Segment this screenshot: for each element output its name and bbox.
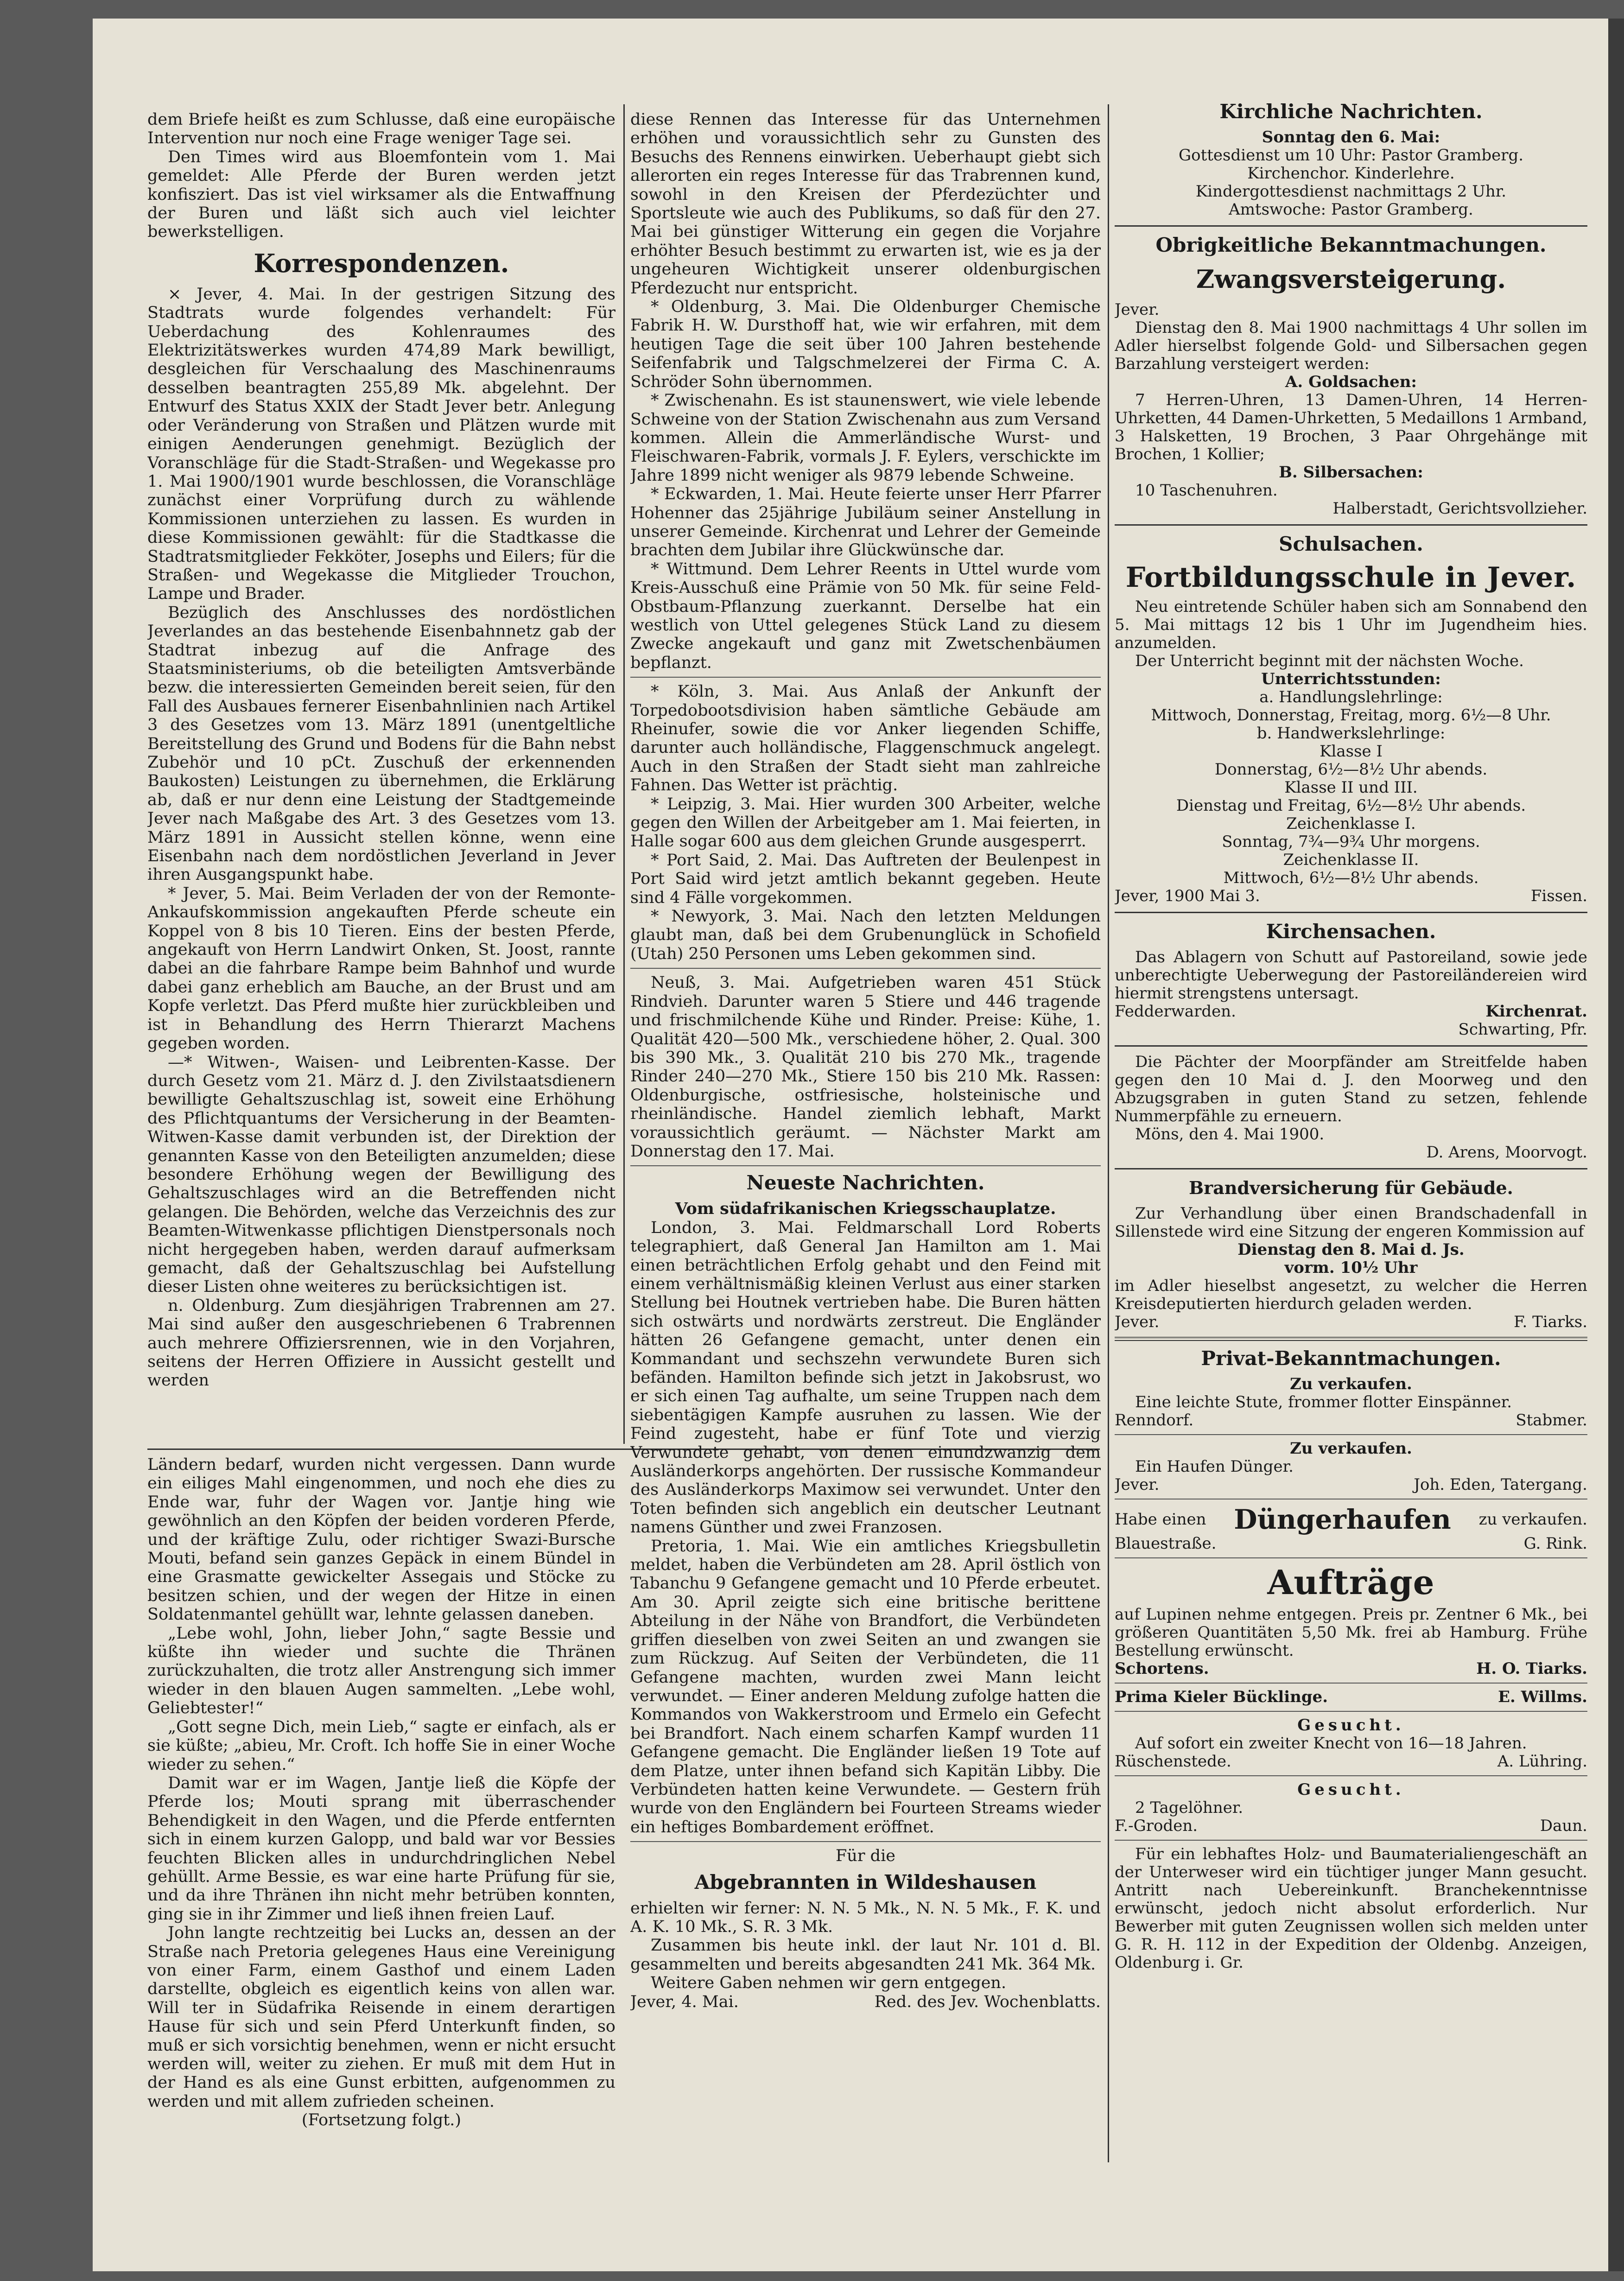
- service-line: Kindergottesdienst nachmittags 2 Uhr.: [1195, 182, 1507, 201]
- heading-schulsachen: Schulsachen.: [1279, 533, 1423, 555]
- subheading-kriegsschauplatz: Vom südafrikanischen Kriegsschauplatze.: [675, 1199, 1056, 1219]
- section-heading-neueste: Neueste Nachrichten.: [746, 1171, 985, 1195]
- signature-name: Stabmer.: [1516, 1411, 1587, 1430]
- heading-fortbildungsschule: Fortbildungsschule in Jever.: [1125, 561, 1577, 594]
- signature-place: Jever.: [1115, 1475, 1160, 1494]
- notice-text: Dienstag den 8. Mai 1900 nachmittags 4 Uhr sollen im Adler hierselbst folgende Gold- und Silbersachen gegen Barzahlung versteigert werden:: [1115, 318, 1587, 373]
- signature-name: Fissen.: [1530, 887, 1587, 905]
- signature-place: Rüschenstede.: [1115, 1752, 1231, 1771]
- divider: [1115, 1045, 1587, 1047]
- news-item: * Jever, 5. Mai. Beim Verladen der von der Remonte-Ankaufskommission angekauften Pferde scheute ein Koppel von 8 bis 10 Tieren. Eins der besten Pferde, angekauft von Herrn Landwirt Onken, St. Joost, rannte dabei an die fahrbare Rampe beim Bahnhof und wurde dabei ganz erheblich am Bauche, an der Brust und am Kopfe verletzt. Das Pferd mußte hier zurückbleiben und ist in Behandlung des Herrn Thierarzt Machens gegeben worden.: [147, 884, 615, 1053]
- lesson-line: Zeichenklasse II.: [1283, 851, 1419, 869]
- news-item: * Zwischenahn. Es ist staunenswert, wie viele lebende Schweine von der Station Zwischenahn aus zum Versand kommen. Allein die Ammerländische Wurst- und Fleischwaren-Fabrik, vormals J. F. Eylers, verschickte im Jahre 1899 nicht weniger als 9879 lebende Schweine.: [630, 391, 1101, 485]
- news-item: diese Rennen das Interesse für das Unternehmen erhöhen und voraussichtlich sehr zu Gunsten des Besuchs des Rennens einwirken. Ueberhaupt giebt sich allerorten ein reges Interesse für das Trabrennen kund, sowohl in den Kreisen der Pferdezüchter und Sportsleute wie auch des Publikums, so daß für den 27. Mai bei günstiger Witterung ein gegen die Vorjahre erhöhter Besuch bestimmt zu erwarten ist, wie es ja der ungeheuren Wichtigkeit unserer oldenburgischen Pferdezucht nur entspricht.: [630, 110, 1101, 298]
- ad-text: Prima Kieler Bücklinge.: [1115, 1688, 1328, 1706]
- signature-place: Fedderwarden.: [1115, 1002, 1236, 1021]
- signature-line: [1115, 1817, 1587, 1835]
- continuation-note: (Fortsetzung folgt.): [301, 2111, 462, 2130]
- news-item: Pretoria, 1. Mai. Wie ein amtliches Kriegsbulletin meldet, haben die Verbündeten am 28. April östlich von Tabanchu 9 Gefangene gemacht und 10 Pferde erbeutet. Am 30. April zeigte sich eine britische berittene Abteilung in der Nähe von Brandfort, die Verbündeten griffen dieselben von zwei Seiten an und zwangen sie zum Rückzug. Auf Seiten der Verbündeten, die 11 Gefangene machten, wurden zwei Mann leicht verwundet. — Einer anderen Meldung zufolge hatten die Kommandos von Wakkerstroom und Ermelo ein Gefecht bei Brandfort. Nach einem scharfen Kampf wurden 11 Gefangene gemacht. Die Engländer ließen 19 Tote auf dem Platze, unter ihnen befand sich Kapitän Libby. Die Verbündeten hatten keine Verwundete. — Gestern früh wurde von den Engländern bei Fourteen Streams wieder ein heftiges Bombardement eröffnet.: [630, 1537, 1101, 1836]
- ad-text: 2 Tagelöhner.: [1135, 1798, 1243, 1817]
- meeting-time: vorm. 10½ Uhr: [1284, 1258, 1418, 1277]
- lesson-line: a. Handlungslehrlinge:: [1259, 688, 1443, 706]
- lesson-line: b. Handwerkslehrlinge:: [1256, 724, 1446, 743]
- news-item: * Newyork, 3. Mai. Nach den letzten Meldungen glaubt man, daß bei dem Grubenunglück in Schofield (Utah) 250 Personen ums Leben gekommen sind.: [630, 907, 1101, 963]
- ad-text: Eine leichte Stute, frommer flotter Einspänner.: [1135, 1393, 1512, 1411]
- signature-place-date: Jever, 4. Mai.: [630, 1992, 739, 2011]
- gold-heading: A. Goldsachen:: [1285, 373, 1417, 391]
- news-item: —* Witwen-, Waisen- und Leibrenten-Kasse. Der durch Gesetz vom 21. März d. J. den Zivilstaatsdienern bewilligte Gehaltszuschlag ist, soweit eine Erhöhung des Pflichtquantums der Versicherung in der Beamten-Witwen-Kasse damit verbunden ist, der Direktion der genannten Kasse von den Beteiligten anzumelden; diese besondere Erhöhung wegen der Bewilligung des Gehaltszuschlages wird an die Betreffenden nicht gelangen. Die Behörden, welche das Verzeichnis des zur Beamten-Witwenkasse pflichtigen Dienstpersonals noch nicht hergegeben haben, werden darauf aufmerksam gemacht, daß der Gehaltszuschlag bei Aufstellung dieser Listen ohne weiteres zu berücksichtigen ist.: [147, 1053, 615, 1296]
- ad-heading: Gesucht.: [1297, 1716, 1405, 1735]
- donation-total: Zusammen bis heute inkl. der laut Nr. 101 d. Bl. gesammelten und bereits abgesandten 241 Mk. 364 Mk.: [630, 1936, 1101, 1974]
- signature-line: [1115, 1660, 1587, 1678]
- signature-place: Blauestraße.: [1115, 1534, 1217, 1553]
- story-paragraph: John langte rechtzeitig bei Lucks an, dessen an der Straße nach Pretoria gelegenes Haus eine Vereinigung von einer Farm, einem Gasthof und einem Laden darstellte, obgleich es eigentlich keins von allen war. Will ter in Südafrika Reisende in einem derartigen Hause für sich und sein Pferd Unterkunft finden, so muß er sich vorsichtig benehmen, wenn er nicht ersucht werden will, weiter zu ziehen. Er muß mit dem Hut in der Hand es als eine Gunst erbitten, aufgenommen zu werden und mit allem zufrieden scheinen.: [147, 1924, 615, 2111]
- signature-name: H. O. Tiarks.: [1476, 1659, 1587, 1678]
- meeting-date: Dienstag den 8. Mai d. Js.: [1237, 1240, 1465, 1259]
- ad-headline-auftraege: Aufträge: [1267, 1563, 1435, 1602]
- market-report: Neuß, 3. Mai. Aufgetrieben waren 451 Stück Rindvieh. Darunter waren 5 Stiere und 446 tragende und frischmilchende Kühe und Rinder. Preise: Kühe, 1. Qualität 420—500 Mk., verschiedene höher, 2. Qual. 300 bis 390 Mk., 3. Qualität 210 bis 270 Mk., tragende Rinder 240—270 Mk., Stiere 150 bis 210 Mk. Rassen: Oldenburgische, ostfriesische, holsteinische und rheinländische. Handel ziemlich lebhaft, Markt voraussichtlich geräumt. — Nächster Markt am Donnerstag den 17. Mai.: [630, 973, 1101, 1161]
- news-item: * Wittmund. Dem Lehrer Reents in Uttel wurde vom Kreis-Ausschuß eine Prämie von 50 Mk. für seine Feld-Obstbaum-Pflanzung zuerkannt. Derselbe hat ein westlich von Uttel gelegenes Stück Land zu diesem Zwecke angekauft und ganz mit Zwetschenbäumen bepflanzt.: [630, 559, 1101, 672]
- signature-body: Kirchenrat.: [1485, 1002, 1587, 1021]
- news-item: n. Oldenburg. Zum diesjährigen Trabrennen am 27. Mai sind außer den ausgeschriebenen 6 Trabrennen auch mehrere Offiziersrennen, wie in den Vorjahren, seitens der Herren Offiziere in Aussicht gestellt und werden: [147, 1296, 615, 1390]
- signature-line: [1115, 1313, 1587, 1331]
- ad-text: Auf sofort ein zweiter Knecht von 16—18 Jahren.: [1135, 1734, 1527, 1753]
- heading-brandversicherung: Brandversicherung für Gebäude.: [1189, 1177, 1513, 1198]
- feuilleton-story: [147, 1455, 615, 2220]
- ad-heading: Gesucht.: [1297, 1780, 1405, 1799]
- divider: [1115, 524, 1587, 526]
- divider: [1115, 1840, 1587, 1841]
- news-item: Bezüglich des Anschlusses des nordöstlichen Jeverlandes an das bestehende Eisenbahnnetz gab der Stadtrat inbezug auf die Anfrage des Staatsministeriums, ob die beteiligten Amtsverbände bezw. die interessierten Gemeinden bereit seien, für den Fall des Ausbaues fernerer Eisenbahnlinien nach Artikel 3 des Gesetzes vom 13. März 1891 (unentgeltliche Bereitstellung des Grund und Bodens für die Bahn nebst Zubehör und 10 pCt. Zuschuß der erkennenden Baukosten) Leistungen zu übernehmen, die Erklärung ab, daß er nur denn eine Leistung der Stadtgemeinde Jever nach Maßgabe des Art. 3 des Gesetzes vom 13. März 1891 in Aussicht stellen könne, wenn eine Eisenbahn nach dem nordöstlichen Jeverland in Jever ihren Ausgangspunkt habe.: [147, 603, 615, 884]
- donation-note: Weitere Gaben nehmen wir gern entgegen.: [651, 1974, 1007, 1993]
- signature-name: D. Arens, Moorvogt.: [1426, 1143, 1587, 1162]
- signature-place: Renndorf.: [1115, 1411, 1194, 1430]
- gold-list: 7 Herren-Uhren, 13 Damen-Uhren, 14 Herren-Uhrketten, 44 Damen-Uhrketten, 5 Medaillons 1 Armband, 3 Halsketten, 19 Brochen, 3 Paar Ohrgehänge mit Brochen, 1 Kollier;: [1115, 391, 1587, 464]
- signature-line: [630, 1993, 1101, 2011]
- notice-text: Das Ablagern von Schutt auf Pastoreiland, sowie jede unberechtigte Ueberwegung der Pastoreiländereien wird hiermit strengstens untersagt.: [1115, 948, 1587, 1003]
- divider: [630, 1841, 1101, 1842]
- notice-date: Möns, den 4. Mai 1900.: [1135, 1125, 1325, 1144]
- lesson-line: Sonntag, 7¾—9¾ Uhr morgens.: [1222, 832, 1480, 851]
- story-paragraph: Damit war er im Wagen, Jantje ließ die Köpfe der Pferde los; Mouti sprang mit überraschender Behendigkeit in den Wagen, und die Pferde entfernten sich in einem kurzen Galopp, und bald war vor Bessies feuchten Blicken alles in undurchdringlichen Nebel gehüllt. Arme Bessie, es war eine harte Prüfung für sie, und da ihre Thränen ihn nicht mehr betrüben konnten, ging sie in ihr Zimmer und ließ ihnen freien Lauf.: [147, 1773, 615, 1924]
- signature-name: G. Rink.: [1523, 1534, 1587, 1553]
- ad-text: auf Lupinen nehme entgegen. Preis pr. Zentner 6 Mk., bei größeren Quantitäten 5,50 Mk. frei ab Hamburg. Frühe Bestellung erwünscht.: [1115, 1605, 1587, 1660]
- service-line: Gottesdienst um 10 Uhr: Pastor Gramberg.: [1178, 146, 1524, 165]
- news-item: * Leipzig, 3. Mai. Hier wurden 300 Arbeiter, welche gegen den Willen der Arbeitgeber am 1. Mai feierten, in Halle sogar 600 aus dem gleichen Grunde ausgesperrt.: [630, 794, 1101, 851]
- ad-heading: Zu verkaufen.: [1290, 1375, 1412, 1393]
- signature-place: Schortens.: [1115, 1659, 1209, 1678]
- divider: [1115, 1683, 1587, 1684]
- signature-place: Jever.: [1115, 1313, 1160, 1331]
- signature-editor: Red. des Jev. Wochenblatts.: [874, 1992, 1101, 2011]
- news-item: London, 3. Mai. Feldmarschall Lord Roberts telegraphiert, daß General Jan Hamilton am 1. Mai einen beträchtlichen Erfolg gehabt und den Feind mit einem verhältnismäßig kleinen Verlust aus einer starken Stellung bei Houtnek vertrieben habe. Die Buren hätten sich ostwärts und nordwärts zerstreut. Die Engländer hätten 26 Gefangene gemacht, unter denen ein Kommandant und sechszehn verwundete Buren sich befänden. Hamilton befinde sich jetzt in Jakobsrust, wo er sich einen Tag aufhalte, um seine Truppen nach dem siebentägigen Kampfe ausruhen zu lassen. Wie der Feind zugesteht, habe er fünf Tote und vierzig Verwundete gehabt, von denen einundzwanzig dem Ausländerkorps angehörten. Der russische Kommandeur des Ausländerkorps Maximow sei verwundet. Unter den Toten befinden sich angeblich ein deutscher Leutnant namens Günther und zwei Franzosen.: [630, 1218, 1101, 1537]
- notice-signature: Halberstadt, Gerichtsvollzieher.: [1332, 499, 1587, 518]
- notice-text: Die Pächter der Moorpfänder am Streitfelde haben gegen den 10 Mai d. J. den Moorweg und den Abzugsgraben in guten Stand zu setzen, fehlende Nummerpfähle zu erneuern.: [1115, 1053, 1587, 1125]
- notice-place: Jever.: [1115, 300, 1160, 319]
- news-item: ⨯ Jever, 4. Mai. In der gestrigen Sitzung des Stadtrats wurde folgendes verhandelt: Für Ueberdachung des Kohlenraumes des Elektrizitätswerkes wurden 474,89 Mark bewilligt, desgleichen für Verschaalung des Maschinenraums desselben beantragten 255,89 Mk. abgelehnt. Der Entwurf des Status XXIX der Stadt Jever betr. Anlegung oder Veränderung von Straßen und Plätzen wurde mit einigen Aenderungen genehmigt. Bezüglich der Voranschläge für die Stadt-Straßen- und Wegekasse pro 1. Mai 1900/1901 wurde beschlossen, die Voranschläge zunächst einer Vorprüfung durch zu wählende Kommissionen unterziehen zu lassen. Es wurden in diese Kommissionen gewählt: für die Stadtkasse die Stadtratsmitglieder Fekköter, Josephs und Eilers; für die Straßen- und Wegekasse die Mitglieder Trouchon, Lampe und Brader.: [147, 285, 615, 604]
- ad-text: zu verkaufen.: [1478, 1510, 1587, 1529]
- ad-duengerhaufen: [1115, 1504, 1587, 1535]
- heading-zwangsversteigerung: Zwangsversteigerung.: [1196, 264, 1506, 294]
- fuer-die-label: Für die: [836, 1847, 895, 1866]
- section-heading-korrespondenzen: Korrespondenzen.: [254, 248, 509, 278]
- divider: [1115, 1711, 1587, 1712]
- ad-text: Ein Haufen Dünger.: [1135, 1457, 1294, 1476]
- ad-text: Für ein lebhaftes Holz- und Baumaterialiengeschäft an der Unterweser wird ein tüchtiger junger Mann gesucht. Antritt nach Uebereinkunft. Branchekenntnisse erwünscht, jedoch nicht absolut erforderlich. Nur Bewerber mit guten Zeugnissen wollen sich melden unter G. R. H. 112 in der Expedition der Oldenbg. Anzeigen, Oldenburg i. Gr.: [1115, 1845, 1587, 1972]
- signature-name: F. Tiarks.: [1514, 1313, 1587, 1331]
- divider: [630, 968, 1101, 969]
- signature-line: [1115, 1003, 1587, 1021]
- signature-name: E. Willms.: [1498, 1688, 1587, 1706]
- divider: [1115, 1557, 1587, 1558]
- signature-line: [1115, 1753, 1587, 1771]
- signature-name: Schwarting, Pfr.: [1458, 1020, 1587, 1039]
- divider: [1115, 1168, 1587, 1169]
- divider: [1115, 1434, 1587, 1435]
- lesson-line: Klasse I: [1320, 742, 1383, 761]
- divider: [1115, 1775, 1587, 1776]
- signature-name: A. Lühring.: [1497, 1752, 1587, 1771]
- signature-place: F.-Groden.: [1115, 1817, 1198, 1835]
- divider: [630, 677, 1101, 678]
- heading-abgebrannten: Abgebrannten in Wildeshausen: [694, 1870, 1037, 1893]
- heading-kirchliche-nachrichten: Kirchliche Nachrichten.: [1219, 100, 1483, 123]
- notice-text: Zur Verhandlung über einen Brandschadenfall in Sillenstede wird eine Sitzung der engeren Kommission auf: [1115, 1204, 1587, 1241]
- column-rule: [623, 104, 625, 1444]
- lesson-line: Mittwoch, 6½—8½ Uhr abends.: [1223, 869, 1479, 887]
- divider: [1115, 912, 1587, 913]
- article-paragraph: Den Times wird aus Bloemfontein vom 1. Mai gemeldet: Alle Pferde der Buren werden jetzt konfisziert. Das ist viel wirksamer als die Entwaffnung der Buren und läßt sich auch viel leichter bewerkstelligen.: [147, 147, 615, 241]
- ad-text: Habe einen: [1115, 1510, 1206, 1529]
- heading-privat-bekanntmachungen: Privat-Bekanntmachungen.: [1201, 1347, 1501, 1370]
- service-line: Amtswoche: Pastor Gramberg.: [1229, 200, 1473, 219]
- news-item: * Port Said, 2. Mai. Das Auftreten der Beulenpest in Port Said wird jetzt amtlich bekannt gegeben. Heute sind 4 Fälle vorgekommen.: [630, 851, 1101, 907]
- ad-kieler-buecklinge: [1115, 1688, 1587, 1706]
- lesson-heading: Unterrichtsstunden:: [1261, 670, 1441, 688]
- news-item: * Oldenburg, 3. Mai. Die Oldenburger Chemische Fabrik H. W. Dursthoff hat, wie wir erfahren, mit dem heutigen Tage die seit über 100 Jahren bestehende Seifenfabrik und Talgschmelzerei der Firma C. A. Schröder Sohn übernommen.: [630, 298, 1101, 391]
- lesson-line: Mittwoch, Donnerstag, Freitag, morg. 6½—8 Uhr.: [1151, 706, 1551, 724]
- heading-kirchensachen: Kirchensachen.: [1266, 920, 1436, 943]
- divider: [1115, 225, 1587, 227]
- notice-text: im Adler hieselbst angesetzt, zu welcher die Herren Kreisdeputierten hierdurch geladen werden.: [1115, 1277, 1587, 1313]
- signature-date: Jever, 1900 Mai 3.: [1115, 887, 1260, 905]
- divider: [630, 1165, 1101, 1166]
- signature-name: Daun.: [1540, 1817, 1587, 1835]
- donation-list: erhielten wir ferner: N. N. 5 Mk., N. N. 5 Mk., F. K. und A. K. 10 Mk., S. R. 3 Mk.: [630, 1899, 1101, 1936]
- lesson-line: Zeichenklasse I.: [1286, 814, 1416, 833]
- lesson-line: Klasse II und III.: [1284, 778, 1418, 797]
- signature-line: [1115, 887, 1587, 905]
- sunday-date: Sonntag den 6. Mai:: [1262, 128, 1440, 146]
- column-2: [630, 110, 1101, 2224]
- story-paragraph: Ländern bedarf, wurden nicht vergessen. Dann wurde ein eiliges Mahl eingenommen, und noch ehe dies zu Ende war, fuhr der Wagen vor. Jantje hing wie gewöhnlich an den Köpfen der beiden vorderen Pferde, und der kräftige Zulu, oder richtiger Swazi-Bursche Mouti, befand sein ganzes Gepäck in einem Bündel in eine Grasmatte gewickelter Assegais und Stöcke zu besitzen schien, und der wegen der Hitze in einen Soldatenmantel gehüllt war, lehnte gelassen daneben.: [147, 1455, 615, 1624]
- news-item: * Eckwarden, 1. Mai. Heute feierte unser Herr Pfarrer Hohenner das 25jährige Jubiläum seiner Anstellung in unserer Gemeinde. Kirchenrat und Lehrer der Gemeinde brachten dem Jubilar ihre Glückwünsche dar.: [630, 485, 1101, 560]
- column-1: [147, 110, 615, 1445]
- silver-heading: B. Silbersachen:: [1279, 463, 1423, 482]
- page-edge: [1608, 19, 1624, 2271]
- story-paragraph: „Lebe wohl, John, lieber John,“ sagte Bessie und küßte ihn wieder und suchte die Thränen zurückzuhalten, die trotz aller Anstrengung sich immer wieder in den blauen Augen sammelten. „Lebe wohl, Geliebtester!“: [147, 1624, 615, 1718]
- news-item: * Köln, 3. Mai. Aus Anlaß der Ankunft der Torpedobootsdivision haben sämtliche Gebäude am Rheinufer, sowie die vor Anker liegenden Schiffe, darunter auch holländische, Flaggenschmuck angelegt. Auch in den Straßen der Stadt sieht man zahlreiche Fahnen. Das Wetter ist prächtig.: [630, 682, 1101, 795]
- ad-headline: Düngerhaufen: [1234, 1504, 1451, 1535]
- article-paragraph: dem Briefe heißt es zum Schlusse, daß eine europäische Intervention nur noch eine Frage weniger Tage sei.: [147, 110, 615, 148]
- notice-text: Der Unterricht beginnt mit der nächsten Woche.: [1135, 652, 1524, 670]
- column-3-notices: [1115, 95, 1587, 2227]
- signature-name: Joh. Eden, Tatergang.: [1414, 1475, 1587, 1494]
- column-rule: [1108, 104, 1109, 2162]
- lesson-line: Donnerstag, 6½—8½ Uhr abends.: [1214, 760, 1488, 779]
- service-line: Kirchenchor. Kinderlehre.: [1247, 164, 1455, 183]
- signature-line: [1115, 1535, 1587, 1553]
- ad-heading: Zu verkaufen.: [1290, 1439, 1412, 1458]
- signature-line: [1115, 1411, 1587, 1430]
- lesson-line: Dienstag und Freitag, 6½—8½ Uhr abends.: [1176, 796, 1526, 815]
- story-paragraph: „Gott segne Dich, mein Lieb,“ sagte er einfach, als er sie küßte; „abieu, Mr. Croft. Ich hoffe Sie in einer Woche wieder zu sehen.“: [147, 1717, 615, 1774]
- divider: [1115, 1337, 1587, 1341]
- notice-text: Neu eintretende Schüler haben sich am Sonnabend den 5. Mai mittags 12 bis 1 Uhr im Jugendheim hies. anzumelden.: [1115, 597, 1587, 652]
- signature-line: [1115, 1476, 1587, 1494]
- silver-list: 10 Taschenuhren.: [1135, 481, 1278, 500]
- heading-obrigkeitliche: Obrigkeitliche Bekanntmachungen.: [1155, 234, 1547, 256]
